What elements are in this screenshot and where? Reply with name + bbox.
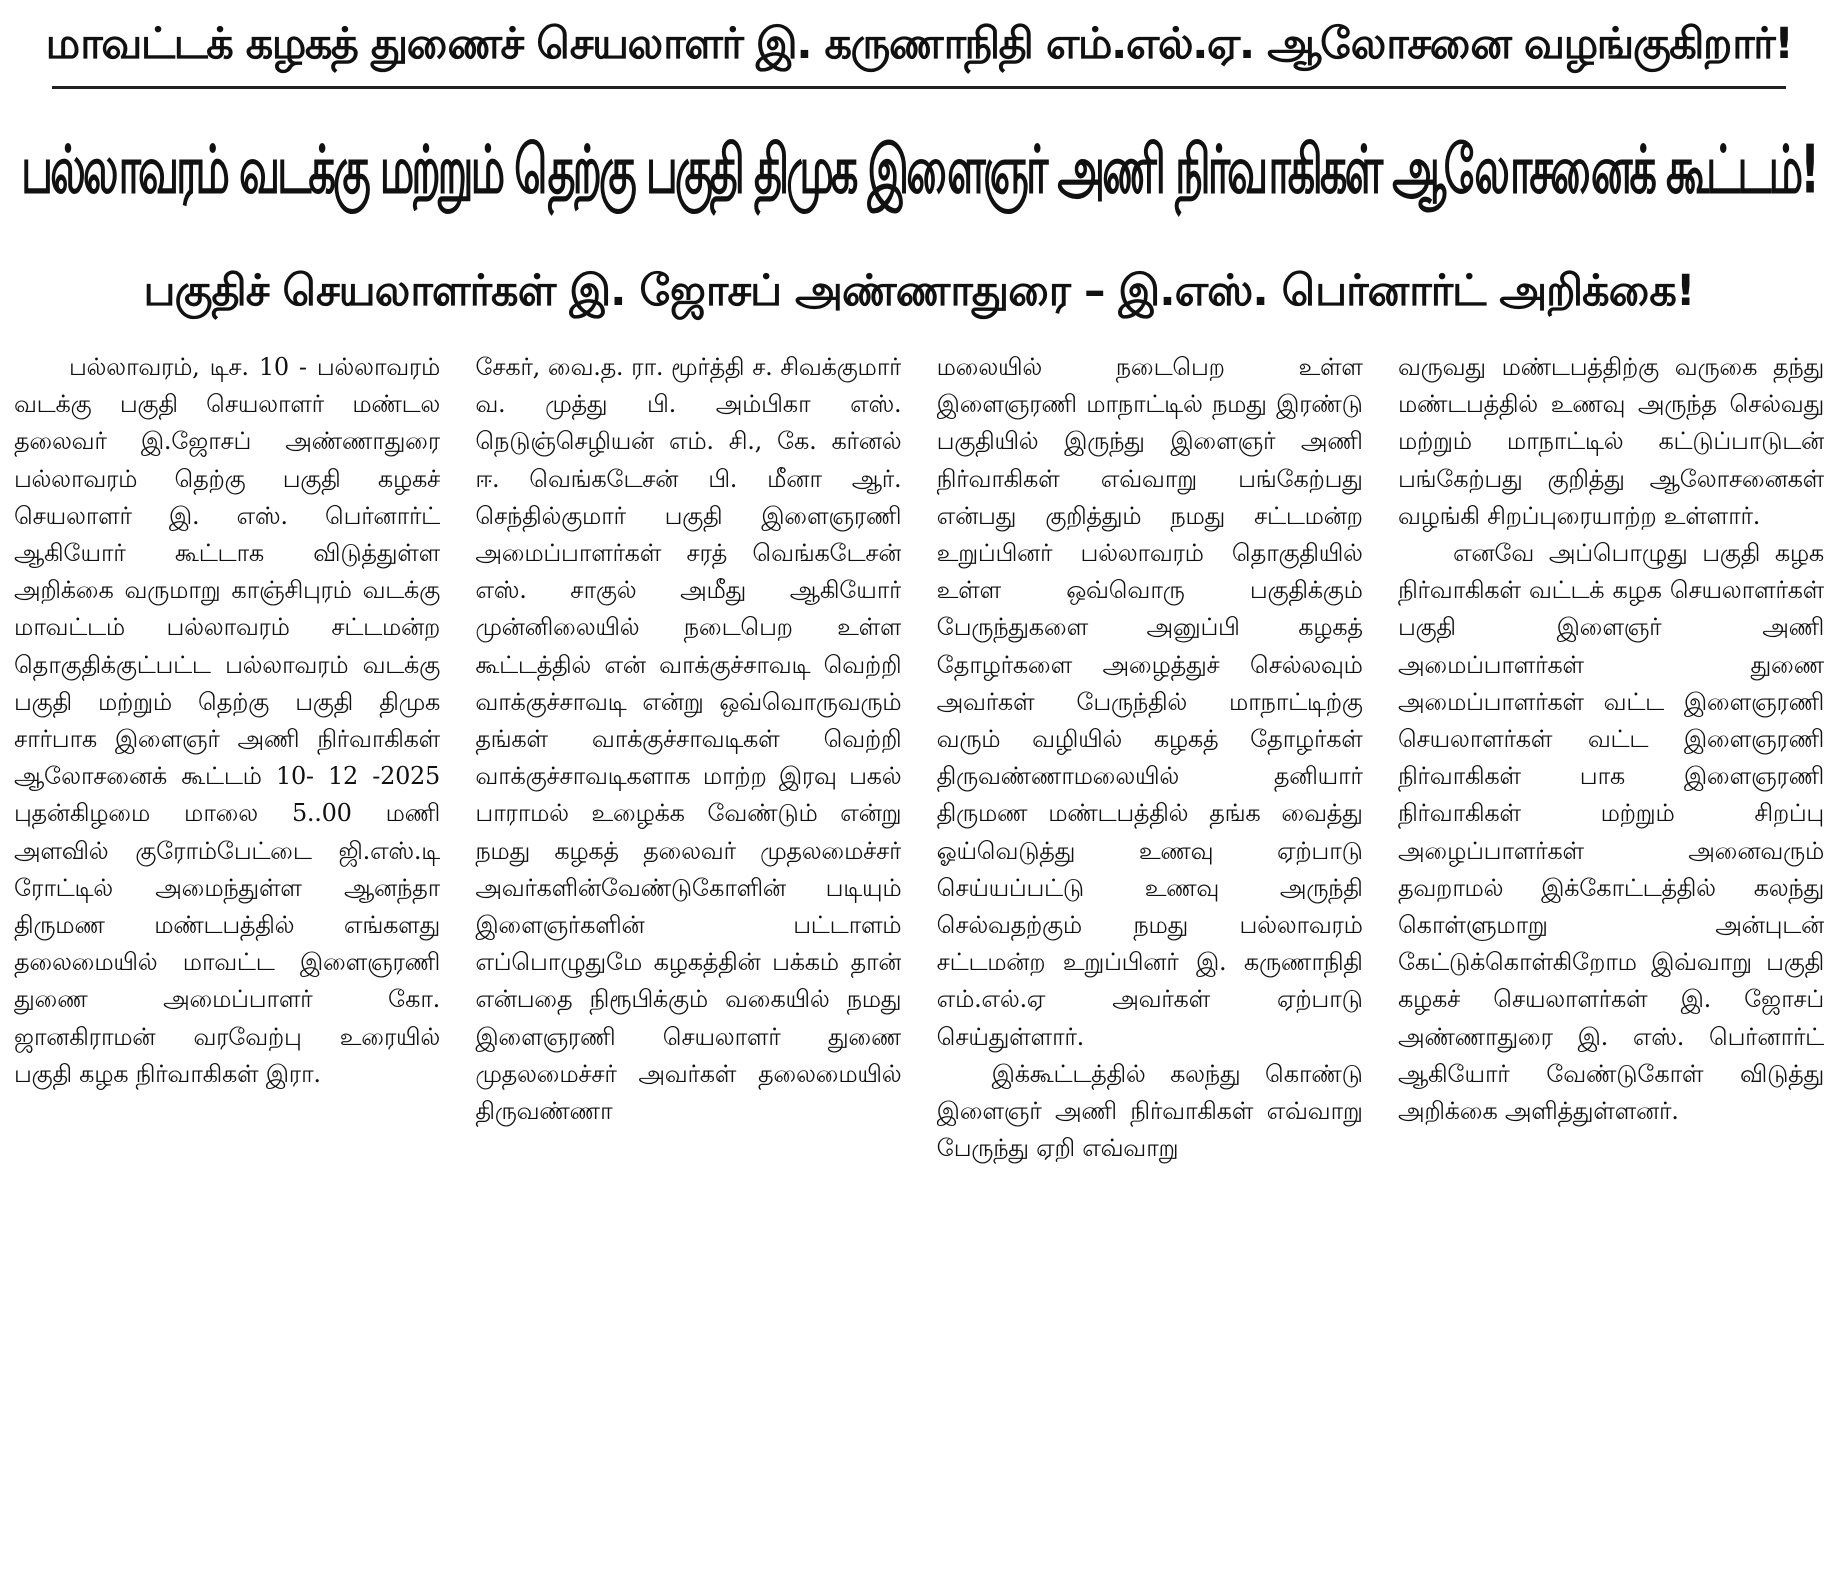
article-column-1 [14,349,440,1569]
article-paragraph: வருவது மண்டபத்திற்கு வருகை தந்து மண்டபத்தில் உணவு அருந்த செல்வது மற்றும் மாநாட்டில் கட்டுப்பாடுடன் பங்கேற்பது குறித்து ஆலோசனைகள் வழங்கி சிறப்புரையாற்ற உள்ளார். [1397,353,1824,530]
main-headline: பல்லாவரம் வடக்கு மற்றும் தெற்கு பகுதி திமுக இளைஞர் அணி நிர்வாகிகள் ஆலோசனைக் கூட்டம்! [21,132,1817,210]
article-column-4 [1398,349,1824,1569]
article-paragraph: எனவே அப்பொழுது பகுதி கழக நிர்வாகிகள் வட்டக் கழக செயலாளர்கள் பகுதி இளைஞர் அணி அமைப்பாளர்கள் துணை அமைப்பாளர்கள் வட்ட இளைஞரணி செயலாளர்கள் வட்ட இளைஞரணி நிர்வாகிகள் பாக இளைஞரணி நிர்வாகிகள் மற்றும் சிறப்பு அழைப்பாளர்கள் அனைவரும் தவறாமல் இக்கோட்டத்தில் கலந்து கொள்ளுமாறு அன்புடன் கேட்டுக்கொள்கிறோம இவ்வாறு பகுதி கழகச் செயலாளர்கள் இ. ஜோசப் அண்ணாதுரை இ. எஸ். பெர்னார்ட் ஆகியோர் வேண்டுகோள் விடுத்து அறிக்கை அளித்துள்ளனர். [1397,539,1824,1126]
article-paragraph: சேகர், வை.த. ரா. மூர்த்தி ச. சிவக்குமார் வ. முத்து பி. அம்பிகா எஸ். நெடுஞ்செழியன் எம். சி., கே. கர்னல் ஈ. வெங்கடேசன் பி. மீனா ஆர். செந்தில்குமார் பகுதி இளைஞரணி அமைப்பாளர்கள் சரத் வெங்கடேசன் எஸ். சாகுல் அமீது ஆகியோர் முன்னிலையில் நடைபெற உள்ள கூட்டத்தில் என் வாக்குச்சாவடி வெற்றி வாக்குச்சாவடி என்று ஒவ்வொருவரும் தங்கள் வாக்குச்சாவடிகள் வெற்றி வாக்குச்சாவடிகளாக மாற்ற இரவு பகல் பாராமல் உழைக்க வேண்டும் என்று நமது கழகத் தலைவர் முதலமைச்சர் அவர்களின்வேண்டுகோளின் படியும் இளைஞர்களின் பட்டாளம் எப்பொழுதுமே கழகத்தின் பக்கம் தான் என்பதை நிரூபிக்கும் வகையில் நமது இளைஞரணி செயலாளர் துணை முதலமைச்சர் அவர்கள் தலைமையில் திருவண்ணா [475,353,902,1126]
article-column-2 [475,349,901,1569]
article-column-3 [937,349,1363,1569]
article-paragraph: இக்கூட்டத்தில் கலந்து கொண்டு இளைஞர் அணி நிர்வாகிகள் எவ்வாறு பேருந்து ஏறி எவ்வாறு [936,1059,1363,1163]
article-paragraph: பல்லாவரம், டிச. 10 - பல்லாவரம் வடக்கு பகுதி செயலாளர் மண்டல தலைவர் இ.ஜோசப் அண்ணாதுரை பல்லாவரம் தெற்கு பகுதி கழகச் செயலாளர் இ. எஸ். பெர்னார்ட் ஆகியோர் கூட்டாக விடுத்துள்ள அறிக்கை வருமாறு காஞ்சிபுரம் வடக்கு மாவட்டம் பல்லாவரம் சட்டமன்ற தொகுதிக்குட்பட்ட பல்லாவரம் வடக்கு பகுதி மற்றும் தெற்கு பகுதி திமுக சார்பாக இளைஞர் அணி நிர்வாகிகள் ஆலோசனைக் கூட்டம் 10- 12 -2025 புதன்கிழமை மாலை 5..00 மணி அளவில் குரோம்பேட்டை ஜி.எஸ்.டி ரோட்டில் அமைந்துள்ள ஆனந்தா திருமண மண்டபத்தில் எங்களது தலைமையில் மாவட்ட இளைஞரணி துணை அமைப்பாளர் கோ. ஜானகிராமன் வரவேற்பு உரையில் பகுதி கழக நிர்வாகிகள் இரா. [14,353,440,1088]
article-paragraph: மலையில் நடைபெற உள்ள இளைஞரணி மாநாட்டில் நமது இரண்டு பகுதியில் இருந்து இளைஞர் அணி நிர்வாகிகள் எவ்வாறு பங்கேற்பது என்பது குறித்தும் நமது சட்டமன்ற உறுப்பினர் பல்லாவரம் தொகுதியில் உள்ள ஒவ்வொரு பகுதிக்கும் பேருந்துகளை அனுப்பி கழகத் தோழர்களை அழைத்துச் செல்லவும் அவர்கள் பேருந்தில் மாநாட்டிற்கு வரும் வழியில் கழகத் தோழர்கள் திருவண்ணாமலையில் தனியார் திருமண மண்டபத்தில் தங்க வைத்து ஓய்வெடுத்து உணவு ஏற்பாடு செய்யப்பட்டு உணவு அருந்தி செல்வதற்கும் நமது பல்லாவரம் சட்டமன்ற உறுப்பினர் இ. கருணாநிதி எம்.எல்.ஏ அவர்கள் ஏற்பாடு செய்துள்ளார். [936,353,1363,1051]
kicker-headline: மாவட்டக் கழகத் துணைச் செயலாளர் இ. கருணாநிதி எம்.எல்.ஏ. ஆலோசனை வழங்குகிறார்! [45,19,1793,69]
sub-headline: பகுதிச் செயலாளர்கள் இ. ஜோசப் அண்ணாதுரை – இ.எஸ். பெர்னார்ட் அறிக்கை! [143,266,1695,316]
article-body [12,349,1826,1569]
